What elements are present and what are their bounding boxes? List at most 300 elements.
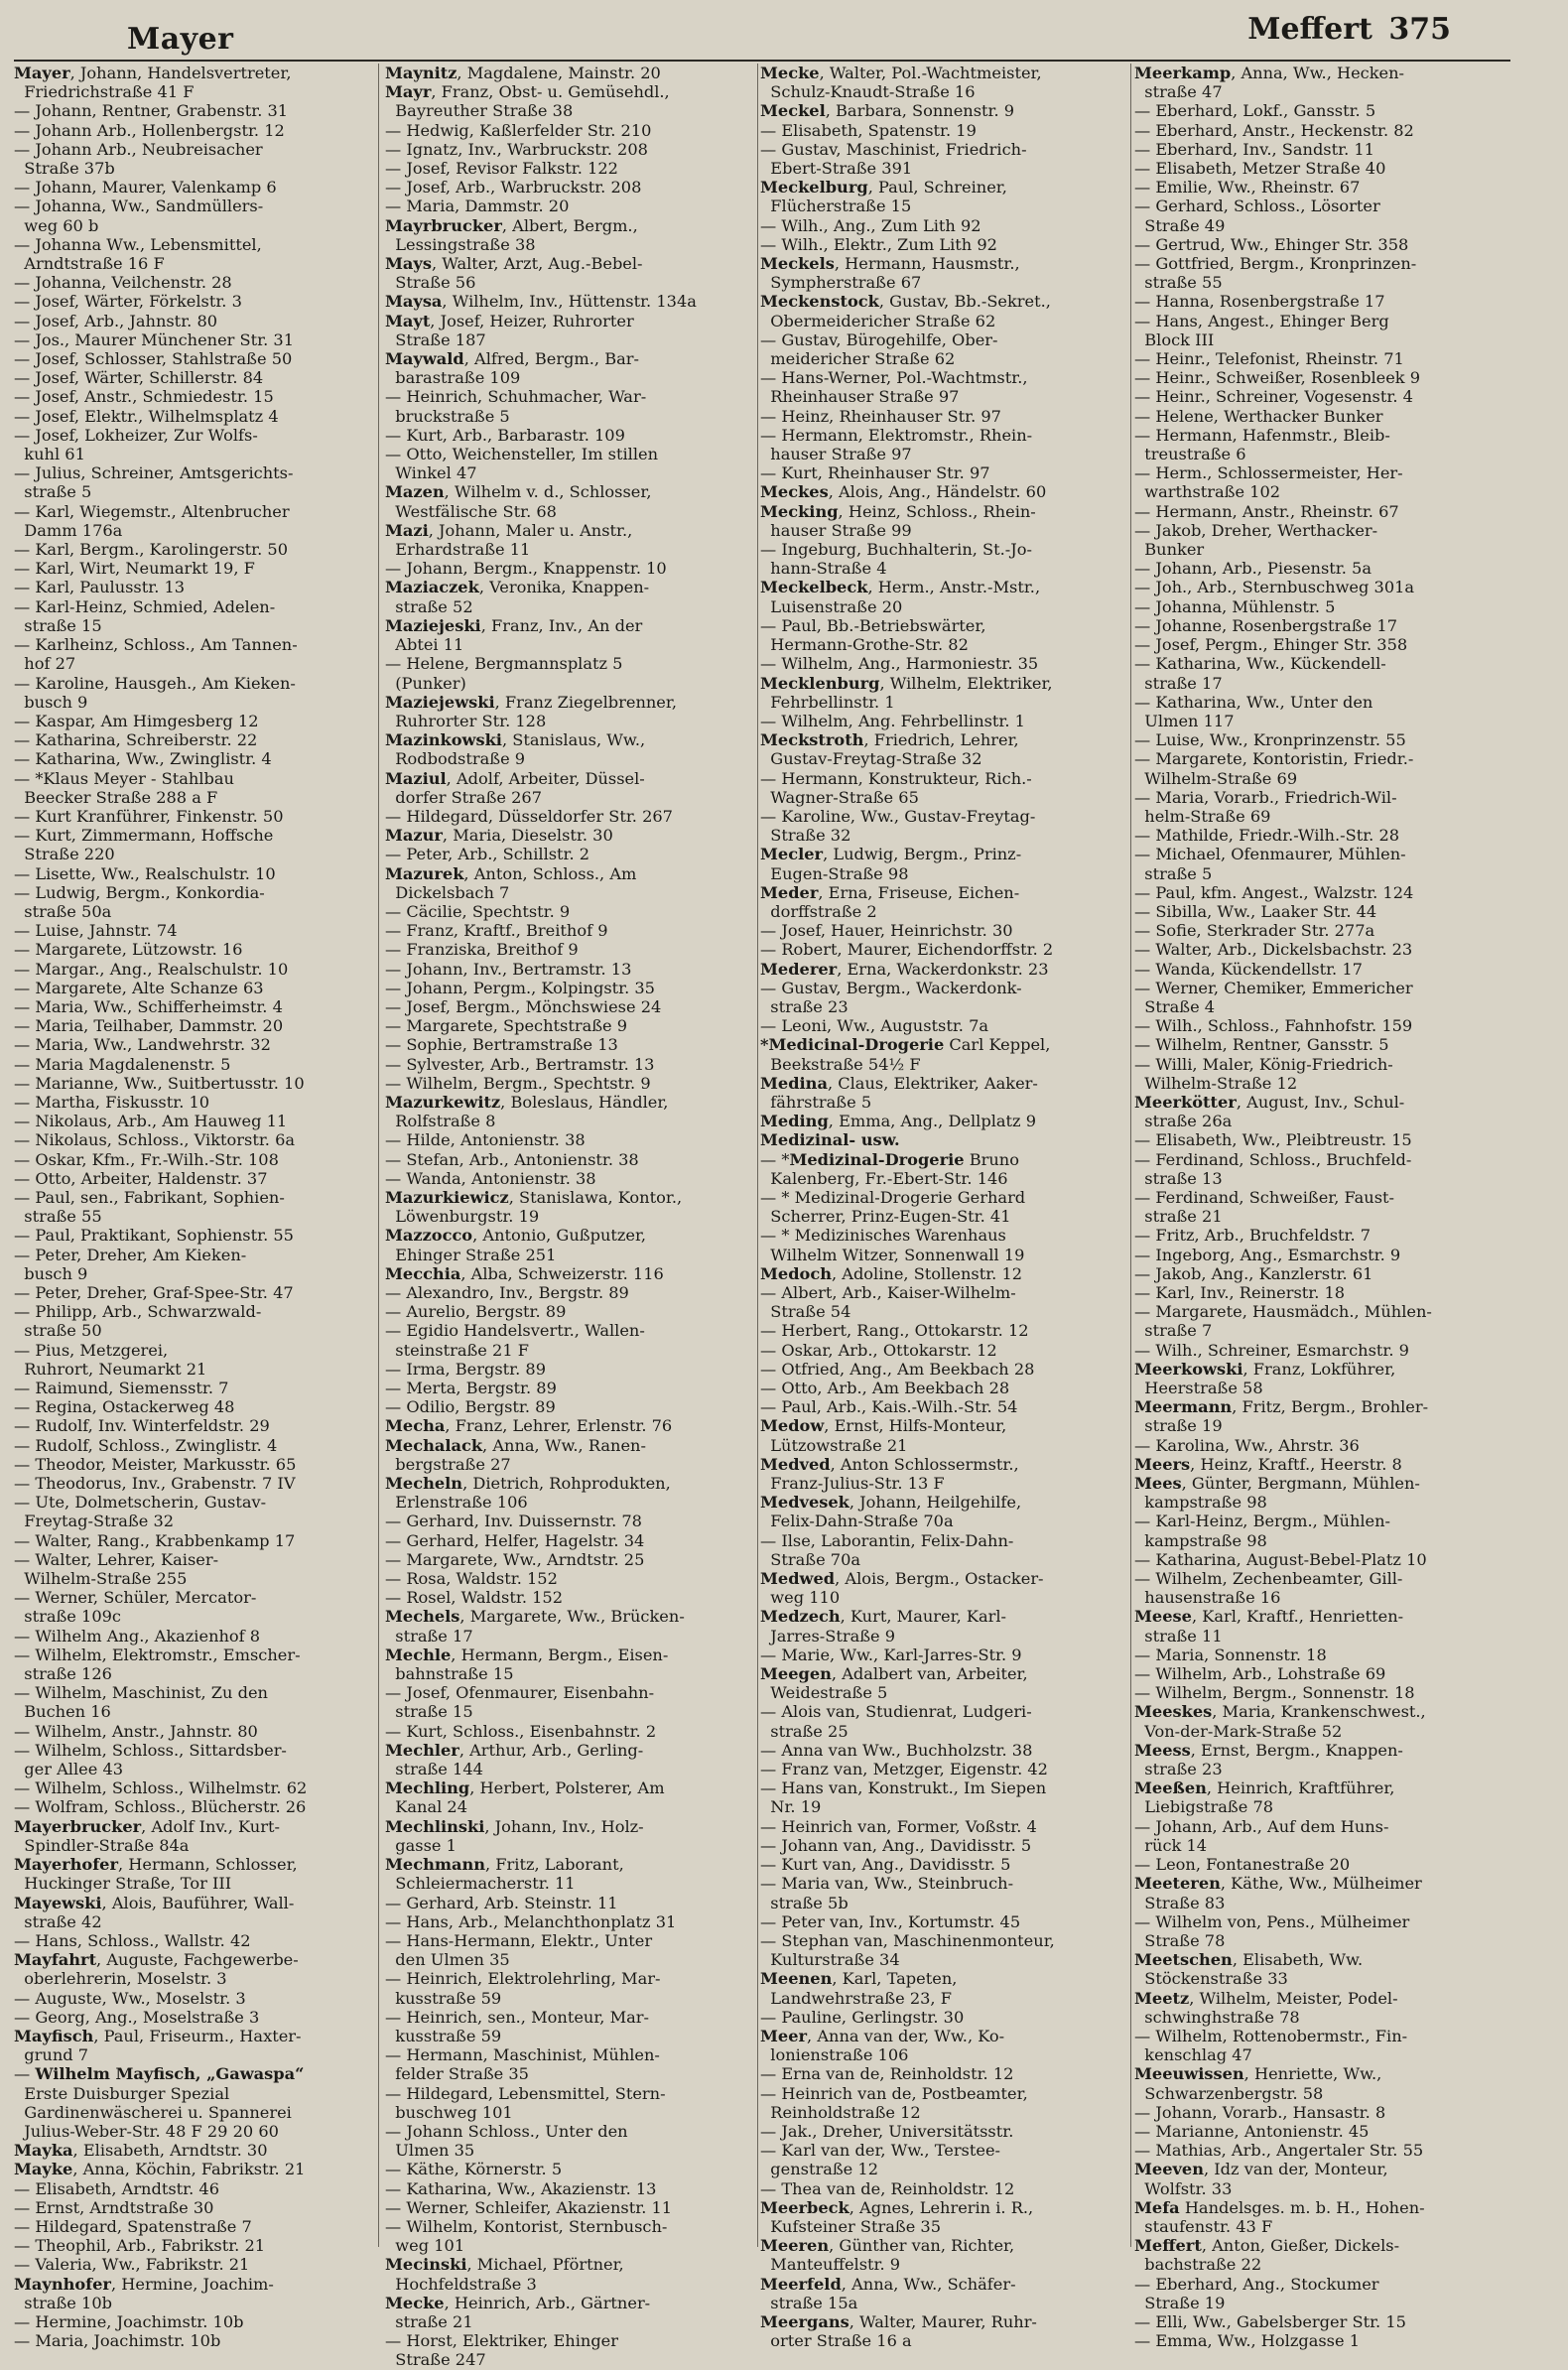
header-rule — [14, 60, 1510, 62]
directory-entry-line: — Gustav, Bürogehilfe, Ober- — [760, 329, 998, 349]
directory-entry-line: — Elisabeth, Spatenstr. 19 — [760, 120, 977, 140]
page-header-right: Meffert 375 — [1247, 12, 1451, 47]
directory-entry-line: genstraße 12 — [760, 2160, 878, 2179]
directory-entry-line: straße 5 — [1134, 863, 1213, 883]
directory-entry-line: — Johann, Inv., Bertramstr. 13 — [385, 959, 632, 979]
directory-entry-line: Ruhrorter Str. 128 — [385, 711, 547, 730]
directory-entry-line: Ulmen 117 — [1134, 711, 1235, 730]
directory-entry-line: Winkel 47 — [385, 463, 477, 483]
directory-entry-line: Meckelburg, Paul, Schreiner, — [760, 178, 1007, 198]
directory-entry-line: Mayka, Elisabeth, Arndtstr. 30 — [14, 2141, 268, 2161]
directory-entry-line: — Maria, Ww., Schifferheimstr. 4 — [14, 996, 283, 1016]
directory-entry-line: — Theophil, Arb., Fabrikstr. 21 — [14, 2236, 266, 2256]
directory-entry-line: — Wilhelm, Rottenobermstr., Fin- — [1134, 2026, 1408, 2045]
directory-entry-line: Mechle, Hermann, Bergm., Eisen- — [385, 1645, 669, 1664]
directory-entry-line: — Johanna Ww., Lebensmittel, — [14, 234, 262, 254]
directory-entry-line: Erhardstraße 11 — [385, 540, 531, 560]
directory-entry-line: orter Straße 16 a — [760, 2331, 912, 2351]
directory-entry-line: Landwehrstraße 23, F — [760, 1988, 952, 2008]
directory-entry-line: Westfälische Str. 68 — [385, 501, 557, 521]
directory-entry-line: — Oskar, Kfm., Fr.-Wilh.-Str. 108 — [14, 1149, 279, 1169]
directory-entry-line: — Josef, Anstr., Schmiedestr. 15 — [14, 387, 274, 407]
directory-entry-line: — Margar., Ang., Realschulstr. 10 — [14, 959, 289, 979]
directory-entry-line: — Wilh., Elektr., Zum Lith 92 — [760, 234, 997, 254]
directory-entry-line: — Hildegard, Lebensmittel, Stern- — [385, 2083, 666, 2103]
directory-entry-line: — Pius, Metzgerei, — [14, 1340, 169, 1360]
directory-entry-line: — *Medizinal-Drogerie Bruno — [760, 1149, 1019, 1169]
directory-entry-line: — Johann, Maurer, Valenkamp 6 — [14, 178, 277, 198]
directory-entry-line: — Jak., Dreher, Universitätsstr. — [760, 2121, 1014, 2141]
directory-entry-line: Ebert-Straße 391 — [760, 159, 913, 179]
directory-entry-line: Maziejewski, Franz Ziegelbrenner, — [385, 692, 677, 712]
directory-entry-line: Straße 54 — [760, 1302, 851, 1322]
directory-entry-line: Löwenburgstr. 19 — [385, 1207, 540, 1227]
directory-entry-line: Mayt, Josef, Heizer, Ruhrorter — [385, 311, 634, 330]
directory-entry-line: — Maria van, Ww., Steinbruch- — [760, 1874, 1014, 1894]
directory-entry-line: Mayer, Johann, Handelsvertreter, — [14, 64, 292, 82]
directory-entry-line: — Gerhard, Inv. Duissernstr. 78 — [385, 1512, 642, 1531]
directory-entry-line: Hermann-Grothe-Str. 82 — [760, 635, 969, 655]
directory-entry-line: Mees, Günter, Bergmann, Mühlen- — [1134, 1474, 1420, 1494]
directory-entry-line: bachstraße 22 — [1134, 2255, 1262, 2275]
directory-entry-line: Mechels, Margarete, Ww., Brücken- — [385, 1607, 685, 1627]
directory-entry-line: Mecchia, Alba, Schweizerstr. 116 — [385, 1263, 664, 1283]
directory-entry-line: Rolfstraße 8 — [385, 1112, 496, 1131]
directory-entry-line: straße 109c — [14, 1607, 121, 1627]
directory-entry-line: Lessingstraße 38 — [385, 234, 536, 254]
directory-entry-line: — Jakob, Ang., Kanzlerstr. 61 — [1134, 1263, 1373, 1283]
directory-entry-line: Reinholdstraße 12 — [760, 2102, 921, 2122]
directory-entry-line: Kulturstraße 34 — [760, 1950, 900, 1970]
directory-entry-line: — Heinr., Telefonist, Rheinstr. 71 — [1134, 349, 1404, 369]
directory-entry-line: Straße 56 — [385, 273, 476, 293]
directory-entry-line: Kanal 24 — [385, 1797, 468, 1817]
directory-entry-line: — Michael, Ofenmaurer, Mühlen- — [1134, 845, 1406, 864]
directory-entry-line: straße 7 — [1134, 1321, 1213, 1341]
directory-entry-line: — Hermann, Anstr., Rheinstr. 67 — [1134, 501, 1399, 521]
directory-entry-line: — Nikolaus, Schloss., Viktorstr. 6a — [14, 1130, 296, 1150]
directory-entry-line: Mecheln, Dietrich, Rohprodukten, — [385, 1474, 671, 1494]
directory-entry-line: — Odilio, Bergstr. 89 — [385, 1397, 556, 1417]
directory-entry-line: — Gerhard, Arb. Steinstr. 11 — [385, 1893, 618, 1912]
directory-entry-line: Meeteren, Käthe, Ww., Mülheimer — [1134, 1874, 1422, 1894]
directory-entry-line: fährstraße 5 — [760, 1092, 872, 1112]
directory-entry-line: Nr. 19 — [760, 1797, 822, 1817]
directory-entry-line: Straße 70a — [760, 1549, 861, 1569]
directory-entry-line: Mechlinski, Johann, Inv., Holz- — [385, 1816, 644, 1836]
directory-entry-line: — Kurt, Arb., Barbarastr. 109 — [385, 425, 625, 445]
directory-entry-line: Meeßen, Heinrich, Kraftführer, — [1134, 1778, 1395, 1798]
directory-entry-line: Sympherstraße 67 — [760, 273, 922, 293]
directory-entry-line: buschweg 101 — [385, 2102, 513, 2122]
directory-entry-line: — Rudolf, Inv. Winterfeldstr. 29 — [14, 1416, 270, 1436]
directory-entry-line: — Gertrud, Ww., Ehinger Str. 358 — [1134, 234, 1409, 254]
directory-entry-line: — Helene, Bergmannsplatz 5 — [385, 654, 623, 674]
directory-entry-line: straße 55 — [14, 1207, 102, 1227]
directory-entry-line: Julius-Weber-Str. 48 F 29 20 60 — [14, 2121, 279, 2141]
directory-entry-line: — Katharina, Schreiberstr. 22 — [14, 730, 258, 750]
directory-entry-line: straße 15 — [14, 615, 102, 635]
directory-entry-line: treustraße 6 — [1134, 445, 1246, 464]
directory-entry-line: Mayr, Franz, Obst- u. Gemüsehdl., — [385, 82, 670, 102]
directory-entry-line: lonienstraße 106 — [760, 2045, 909, 2065]
directory-entry-line: — Hermann, Konstrukteur, Rich.- — [760, 768, 1032, 788]
directory-entry-line: — Luise, Ww., Kronprinzenstr. 55 — [1134, 730, 1406, 750]
directory-entry-line: — Maria Magdalenenstr. 5 — [14, 1054, 231, 1074]
directory-entry-line: — Walter, Lehrer, Kaiser- — [14, 1549, 219, 1569]
directory-entry-line: Erste Duisburger Spezial — [14, 2083, 230, 2103]
directory-entry-line: — Kurt, Zimmermann, Hoffsche — [14, 826, 274, 846]
directory-entry-line: Mazurkiewicz, Stanislawa, Kontor., — [385, 1187, 683, 1207]
directory-entry-line: Wagner-Straße 65 — [760, 787, 919, 807]
directory-entry-line: — Karl, Paulusstr. 13 — [14, 578, 186, 597]
directory-entry-line: — Karl, Bergm., Karolingerstr. 50 — [14, 540, 288, 560]
directory-entry-line: — Johann, Rentner, Grabenstr. 31 — [14, 101, 289, 121]
directory-entry-line: — Horst, Elektriker, Ehinger — [385, 2331, 619, 2351]
directory-entry-line: — Wilhelm, Kontorist, Sternbusch- — [385, 2216, 668, 2236]
directory-entry-line: Kufsteiner Straße 35 — [760, 2216, 942, 2236]
directory-entry-line: straße 5 — [14, 482, 92, 502]
directory-entry-line: — Hilde, Antonienstr. 38 — [385, 1130, 586, 1150]
directory-entry-line: — Elisabeth, Metzer Straße 40 — [1134, 159, 1386, 179]
directory-entry-line: — Ludwig, Bergm., Konkordia- — [14, 882, 265, 902]
directory-entry-line: — Karlheinz, Schloss., Am Tannen- — [14, 635, 298, 655]
directory-entry-line: — Kurt, Schloss., Eisenbahnstr. 2 — [385, 1721, 657, 1741]
directory-entry-line: — Werner, Schleifer, Akazienstr. 11 — [385, 2197, 673, 2217]
directory-entry-line: — Maria, Sonnenstr. 18 — [1134, 1645, 1327, 1664]
directory-entry-line: Mederer, Erna, Wackerdonkstr. 23 — [760, 959, 1049, 979]
directory-entry-line: — Franz, Kraftf., Breithof 9 — [385, 921, 608, 941]
directory-entry-line: — Rosel, Waldstr. 152 — [385, 1588, 564, 1608]
directory-entry-line: — Karl, Wiegemstr., Altenbrucher — [14, 501, 290, 521]
directory-entry-line: — Sophie, Bertramstraße 13 — [385, 1035, 618, 1055]
directory-entry-line: — Johann, Pergm., Kolpingstr. 35 — [385, 978, 655, 997]
directory-entry-line: Mazinkowski, Stanislaus, Ww., — [385, 730, 646, 750]
directory-entry-line: straße 23 — [1134, 1760, 1223, 1779]
directory-entry-line: — Egidio Handelsvertr., Wallen- — [385, 1321, 645, 1341]
directory-entry-line: straße 17 — [1134, 673, 1223, 693]
directory-entry-line: — Heinr., Schweißer, Rosenbleek 9 — [1134, 368, 1421, 388]
directory-entry-line: Straße 220 — [14, 845, 115, 864]
directory-entry-line: Mecking, Heinz, Schloss., Rhein- — [760, 501, 1036, 521]
directory-entry-line: — Rosa, Waldstr. 152 — [385, 1569, 558, 1589]
directory-entry-line: Kalenberg, Fr.-Ebert-Str. 146 — [760, 1168, 1008, 1188]
directory-entry-line: — Philipp, Arb., Schwarzwald- — [14, 1302, 262, 1322]
directory-entry-line: — Hanna, Rosenbergstraße 17 — [1134, 292, 1385, 312]
directory-entry-line: Abtei 11 — [385, 635, 464, 655]
directory-entry-line: — Lisette, Ww., Realschulstr. 10 — [14, 863, 276, 883]
directory-entry-line: — * Medizinal-Drogerie Gerhard — [760, 1187, 1026, 1207]
directory-entry-line: straße 25 — [760, 1721, 849, 1741]
directory-entry-line: Mayewski, Alois, Bauführer, Wall- — [14, 1893, 295, 1912]
directory-entry-line: Straße 247 — [385, 2350, 486, 2370]
directory-entry-line: — Wolfram, Schloss., Blücherstr. 26 — [14, 1797, 307, 1817]
directory-entry-line: Straße 19 — [1134, 2293, 1226, 2312]
directory-entry-line: — Wilh., Schreiner, Esmarchstr. 9 — [1134, 1340, 1409, 1360]
directory-entry-line: Mefa Handelsges. m. b. H., Hohen- — [1134, 2197, 1425, 2217]
directory-entry-line: straße 19 — [1134, 1416, 1223, 1436]
directory-entry-line: — Otfried, Ang., Am Beekbach 28 — [760, 1359, 1035, 1379]
directory-entry-line: kampstraße 98 — [1134, 1493, 1267, 1513]
directory-entry-line: Mechling, Herbert, Polsterer, Am — [385, 1778, 665, 1798]
directory-entry-line: — Hermine, Joachimstr. 10b — [14, 2311, 244, 2331]
directory-entry-line: — Otto, Weichensteller, Im stillen — [385, 445, 659, 464]
directory-entry-line: — Johann Arb., Neubreisacher — [14, 139, 263, 159]
directory-entry-line: Meeven, Idz van der, Monteur, — [1134, 2160, 1388, 2179]
directory-entry-line: — Josef, Arb., Warbruckstr. 208 — [385, 178, 642, 198]
directory-entry-line: hauser Straße 97 — [760, 445, 912, 464]
directory-entry-line: Straße 187 — [385, 329, 486, 349]
directory-entry-line: — Karoline, Hausgeh., Am Kieken- — [14, 673, 296, 693]
directory-entry-line: felder Straße 35 — [385, 2064, 529, 2084]
directory-entry-line: — Leoni, Ww., Auguststr. 7a — [760, 1016, 989, 1036]
directory-entry-line: — Margarete, Lützowstr. 16 — [14, 940, 243, 960]
directory-entry-line: — Marie, Ww., Karl-Jarres-Str. 9 — [760, 1645, 1022, 1664]
directory-entry-line: Meess, Ernst, Bergm., Knappen- — [1134, 1740, 1403, 1760]
directory-entry-line: busch 9 — [14, 692, 88, 712]
directory-entry-line: — Heinrich van de, Postbeamter, — [760, 2083, 1028, 2103]
directory-entry-line: — Hildegard, Düsseldorfer Str. 267 — [385, 806, 673, 826]
directory-entry-line: — Paul, Praktikant, Sophienstr. 55 — [14, 1226, 294, 1246]
directory-entry-line: — Gustav, Bergm., Wackerdonk- — [760, 978, 1022, 997]
directory-entry-line: Gardinenwäscherei u. Spannerei — [14, 2102, 292, 2122]
directory-entry-line: Meder, Erna, Friseuse, Eichen- — [760, 882, 1020, 902]
directory-entry-line: Meckel, Barbara, Sonnenstr. 9 — [760, 101, 1015, 121]
directory-entry-line: ger Allee 43 — [14, 1760, 124, 1779]
directory-entry-line: Medina, Claus, Elektriker, Aaker- — [760, 1073, 1038, 1093]
directory-entry-line: — Herm., Schlossermeister, Her- — [1134, 463, 1403, 483]
directory-entry-line: straße 15a — [760, 2293, 858, 2312]
directory-entry-line: Meding, Emma, Ang., Dellplatz 9 — [760, 1112, 1037, 1131]
directory-entry-line: — Josef, Wärter, Schillerstr. 84 — [14, 368, 264, 388]
directory-entry-line: Mazurkewitz, Boleslaus, Händler, — [385, 1092, 669, 1112]
directory-entry-line: — Eberhard, Ang., Stockumer — [1134, 2274, 1379, 2294]
directory-entry-line: weg 60 b — [14, 215, 99, 235]
directory-entry-line: — Johanna, Ww., Sandmüllers- — [14, 197, 264, 216]
directory-entry-line: straße 11 — [1134, 1626, 1223, 1646]
directory-entry-line: — Margarete, Ww., Arndtstr. 25 — [385, 1549, 645, 1569]
directory-entry-line: Meckstroth, Friedrich, Lehrer, — [760, 730, 1019, 750]
directory-entry-line: — Wilh., Schloss., Fahnhofstr. 159 — [1134, 1016, 1413, 1036]
directory-entry-line: — Alois van, Studienrat, Ludgeri- — [760, 1702, 1032, 1722]
directory-entry-line: Mecklenburg, Wilhelm, Elektriker, — [760, 673, 1053, 693]
directory-entry-line: — Gerhard, Helfer, Hagelstr. 34 — [385, 1530, 645, 1550]
directory-entry-line: — Rudolf, Schloss., Zwinglistr. 4 — [14, 1435, 278, 1455]
directory-entry-line: staufenstr. 43 F — [1134, 2216, 1273, 2236]
directory-entry-line: Rheinhauser Straße 97 — [760, 387, 960, 407]
directory-entry-line: — Peter van, Inv., Kortumstr. 45 — [760, 1911, 1021, 1931]
directory-entry-line: hof 27 — [14, 654, 76, 674]
directory-entry-line: Straße 49 — [1134, 215, 1226, 235]
directory-entry-line: kenschlag 47 — [1134, 2045, 1252, 2065]
directory-entry-line: straße 21 — [1134, 1207, 1223, 1227]
directory-entry-line: — Hildegard, Spatenstraße 7 — [14, 2216, 252, 2236]
directory-entry-line: straße 5b — [760, 1893, 849, 1912]
directory-entry-line: warthstraße 102 — [1134, 482, 1281, 502]
directory-entry-line: Von-der-Mark-Straße 52 — [1134, 1721, 1343, 1741]
directory-entry-line: Obermeidericher Straße 62 — [760, 311, 996, 330]
column-divider — [757, 64, 758, 2247]
directory-entry-line: — Thea van de, Reinholdstr. 12 — [760, 2178, 1015, 2198]
directory-entry-line: straße 15 — [385, 1702, 473, 1722]
directory-entry-line: — Hermann, Maschinist, Mühlen- — [385, 2045, 660, 2065]
directory-entry-line: dorffstraße 2 — [760, 901, 877, 921]
directory-entry-line: bruckstraße 5 — [385, 406, 510, 426]
directory-entry-line: — Martha, Fiskusstr. 10 — [14, 1092, 210, 1112]
directory-entry-line: helm-Straße 69 — [1134, 806, 1271, 826]
directory-entry-line: — Erna van de, Reinholdstr. 12 — [760, 2064, 1014, 2084]
directory-entry-line: — Werner, Schüler, Mercator- — [14, 1588, 257, 1608]
directory-entry-line: — Theodorus, Inv., Grabenstr. 7 IV — [14, 1474, 296, 1494]
directory-entry-line: — Wilhelm, Rentner, Gansstr. 5 — [1134, 1035, 1389, 1055]
directory-entry-line: — Hans, Arb., Melanchthonplatz 31 — [385, 1911, 677, 1931]
directory-entry-line: — Mathias, Arb., Angertaler Str. 55 — [1134, 2141, 1424, 2161]
directory-entry-line: Mecke, Heinrich, Arb., Gärtner- — [385, 2293, 651, 2312]
directory-entry-line: — Josef, Arb., Jahnstr. 80 — [14, 311, 218, 330]
directory-entry-line: Maynitz, Magdalene, Mainstr. 20 — [385, 64, 661, 82]
directory-entry-line: hausenstraße 16 — [1134, 1588, 1281, 1608]
directory-entry-line: — Aurelio, Bergstr. 89 — [385, 1302, 567, 1322]
column-divider — [378, 64, 379, 2247]
directory-entry-line: — Regina, Ostackerweg 48 — [14, 1397, 235, 1417]
directory-entry-line: — Kaspar, Am Himgesberg 12 — [14, 711, 259, 730]
directory-entry-line: — Elli, Ww., Gabelsberger Str. 15 — [1134, 2311, 1406, 2331]
directory-entry-line: — Marianne, Ww., Suitbertusstr. 10 — [14, 1073, 305, 1093]
directory-entry-line: — Werner, Chemiker, Emmericher — [1134, 978, 1413, 997]
directory-entry-line: Mechmann, Fritz, Laborant, — [385, 1855, 624, 1875]
directory-entry-line: Straße 78 — [1134, 1930, 1226, 1950]
directory-entry-line: Bayreuther Straße 38 — [385, 101, 574, 121]
directory-entry-line: — Katharina, Ww., Kückendell- — [1134, 654, 1386, 674]
column-3 — [760, 64, 1123, 2351]
directory-entry-line: — Wilhelm, Zechenbeamter, Gill- — [1134, 1569, 1403, 1589]
directory-entry-line: Mazzocco, Antonio, Gußputzer, — [385, 1226, 647, 1246]
directory-entry-line: Luisenstraße 20 — [760, 596, 903, 616]
directory-entry-line: — Ilse, Laborantin, Felix-Dahn- — [760, 1530, 1014, 1550]
directory-entry-line: — Maria, Joachimstr. 10b — [14, 2331, 221, 2351]
directory-entry-line: — Hermann, Hafenmstr., Bleib- — [1134, 425, 1390, 445]
directory-entry-line: — Karl, Inv., Reinerstr. 18 — [1134, 1283, 1346, 1302]
directory-entry-line: — Johann, Arb., Auf dem Huns- — [1134, 1816, 1389, 1836]
directory-entry-line: — Maria, Dammstr. 20 — [385, 197, 570, 216]
directory-entry-line: Meergans, Walter, Maurer, Ruhr- — [760, 2311, 1037, 2331]
directory-entry-line: hann-Straße 4 — [760, 559, 887, 579]
directory-entry-line: — Walter, Rang., Krabbenkamp 17 — [14, 1530, 296, 1550]
directory-entry-line: Maziejeski, Franz, Inv., An der — [385, 615, 643, 635]
directory-entry-line: — Karoline, Ww., Gustav-Freytag- — [760, 806, 1036, 826]
directory-entry-line: — Merta, Bergstr. 89 — [385, 1379, 557, 1398]
directory-entry-line: straße 10b — [14, 2293, 112, 2312]
directory-entry-line: Meeskes, Maria, Krankenschwest., — [1134, 1702, 1426, 1722]
directory-entry-line: — Katharina, Ww., Akazienstr. 13 — [385, 2178, 657, 2198]
directory-entry-line: oberlehrerin, Moselstr. 3 — [14, 1969, 227, 1989]
directory-entry-line: — Oskar, Arb., Ottokarstr. 12 — [760, 1340, 997, 1360]
directory-entry-line: straße 47 — [1134, 82, 1223, 102]
directory-entry-line: Mazur, Maria, Dieselstr. 30 — [385, 826, 613, 846]
directory-entry-line: Dickelsbach 7 — [385, 882, 510, 902]
directory-entry-line: Manteuffelstr. 9 — [760, 2255, 901, 2275]
directory-entry-line: — Josef, Revisor Falkstr. 122 — [385, 159, 618, 179]
directory-entry-line: — Karl van der, Ww., Terstee- — [760, 2141, 1001, 2161]
directory-entry-line: — Hans, Schloss., Wallstr. 42 — [14, 1930, 251, 1950]
column-4 — [1134, 64, 1496, 2351]
directory-entry-line: Hochfeldstraße 3 — [385, 2274, 537, 2294]
directory-entry-line: — Elisabeth, Arndtstr. 46 — [14, 2178, 220, 2198]
directory-entry-line: Flücherstraße 15 — [760, 197, 912, 216]
directory-entry-line: straße 50a — [14, 901, 112, 921]
directory-entry-line: — Wilhelm, Arb., Lohstraße 69 — [1134, 1664, 1386, 1684]
directory-entry-line: Felix-Dahn-Straße 70a — [760, 1512, 954, 1531]
directory-entry-line: grund 7 — [14, 2045, 89, 2065]
directory-entry-line: — Hans, Angest., Ehinger Berg — [1134, 311, 1389, 330]
directory-entry-line: — Karl-Heinz, Bergm., Mühlen- — [1134, 1512, 1391, 1531]
directory-entry-line: — Emma, Ww., Holzgasse 1 — [1134, 2331, 1361, 2351]
directory-entry-line: — Margarete, Kontoristin, Friedr.- — [1134, 749, 1414, 769]
directory-entry-line: — Gustav, Maschinist, Friedrich- — [760, 139, 1027, 159]
directory-entry-line: gasse 1 — [385, 1835, 457, 1855]
directory-entry-line: — Hans van, Konstrukt., Im Siepen — [760, 1778, 1047, 1798]
directory-entry-line: barastraße 109 — [385, 368, 521, 388]
directory-entry-line: Mays, Walter, Arzt, Aug.-Bebel- — [385, 254, 643, 274]
directory-entry-line: — Kurt van, Ang., Davidisstr. 5 — [760, 1855, 1011, 1875]
directory-entry-line: Wilhelm-Straße 69 — [1134, 768, 1298, 788]
directory-entry-line: Ulmen 35 — [385, 2141, 475, 2161]
directory-entry-line: — Franz van, Metzger, Eigenstr. 42 — [760, 1760, 1048, 1779]
directory-entry-line: meidericher Straße 62 — [760, 349, 956, 369]
directory-entry-line: — Maria, Vorarb., Friedrich-Wil- — [1134, 787, 1397, 807]
directory-entry-line: — Irma, Bergstr. 89 — [385, 1359, 546, 1379]
directory-entry-line: — Wilhelm, Bergm., Spechtstr. 9 — [385, 1073, 651, 1093]
directory-entry-line: Mazurek, Anton, Schloss., Am — [385, 863, 637, 883]
directory-entry-line: — Nikolaus, Arb., Am Hauweg 11 — [14, 1112, 288, 1131]
directory-entry-line: — Johann, Vorarb., Hansastr. 8 — [1134, 2102, 1386, 2122]
directory-entry-line: den Ulmen 35 — [385, 1950, 510, 1970]
directory-entry-line: — * Medizinisches Warenhaus — [760, 1226, 1006, 1246]
directory-entry-line: busch 9 — [14, 1263, 88, 1283]
directory-entry-line: steinstraße 21 F — [385, 1340, 529, 1360]
directory-entry-line: Meerkötter, August, Inv., Schul- — [1134, 1092, 1405, 1112]
directory-entry-line: — Paul, sen., Fabrikant, Sophien- — [14, 1187, 285, 1207]
directory-entry-line: — Eberhard, Anstr., Heckenstr. 82 — [1134, 120, 1414, 140]
directory-entry-line: Meetz, Wilhelm, Meister, Podel- — [1134, 1988, 1398, 2008]
directory-entry-line: Medzech, Kurt, Maurer, Karl- — [760, 1607, 1006, 1627]
directory-entry-line: — Ernst, Arndtstraße 30 — [14, 2197, 214, 2217]
directory-entry-line: — Mathilde, Friedr.-Wilh.-Str. 28 — [1134, 826, 1400, 846]
directory-entry-line: Arndtstraße 16 F — [14, 254, 165, 274]
page-header-left: Mayer — [127, 22, 234, 57]
directory-entry-line: Meese, Karl, Kraftf., Henrietten- — [1134, 1607, 1404, 1627]
directory-entry-line: Straße 83 — [1134, 1893, 1226, 1912]
directory-entry-line: Meermann, Fritz, Bergm., Brohler- — [1134, 1397, 1429, 1417]
directory-entry-line: (Punker) — [385, 673, 466, 693]
directory-entry-line: Gustav-Freytag-Straße 32 — [760, 749, 982, 769]
directory-entry-line: — Wilhelm von, Pens., Mülheimer — [1134, 1911, 1410, 1931]
directory-entry-line: *Medicinal-Drogerie Carl Keppel, — [760, 1035, 1051, 1055]
directory-entry-line: — Ferdinand, Schloss., Bruchfeld- — [1134, 1149, 1412, 1169]
directory-entry-line: Mecha, Franz, Lehrer, Erlenstr. 76 — [385, 1416, 673, 1436]
directory-entry-line: Ehinger Straße 251 — [385, 1245, 557, 1264]
directory-entry-line: kusstraße 59 — [385, 1988, 502, 2008]
directory-entry-line: Beecker Straße 288 a F — [14, 787, 218, 807]
directory-entry-line: — Wilhelm, Maschinist, Zu den — [14, 1683, 268, 1703]
directory-entry-line: — Maria, Teilhaber, Dammstr. 20 — [14, 1016, 284, 1036]
directory-entry-line: Erlenstraße 106 — [385, 1493, 528, 1513]
directory-entry-line: Schleiermacherstr. 11 — [385, 1874, 576, 1894]
directory-entry-line: kusstraße 59 — [385, 2026, 502, 2045]
directory-entry-line: Damm 176a — [14, 520, 123, 540]
directory-entry-line: — Josef, Wärter, Förkelstr. 3 — [14, 292, 242, 312]
directory-entry-line: — Kurt, Rheinhauser Str. 97 — [760, 463, 990, 483]
